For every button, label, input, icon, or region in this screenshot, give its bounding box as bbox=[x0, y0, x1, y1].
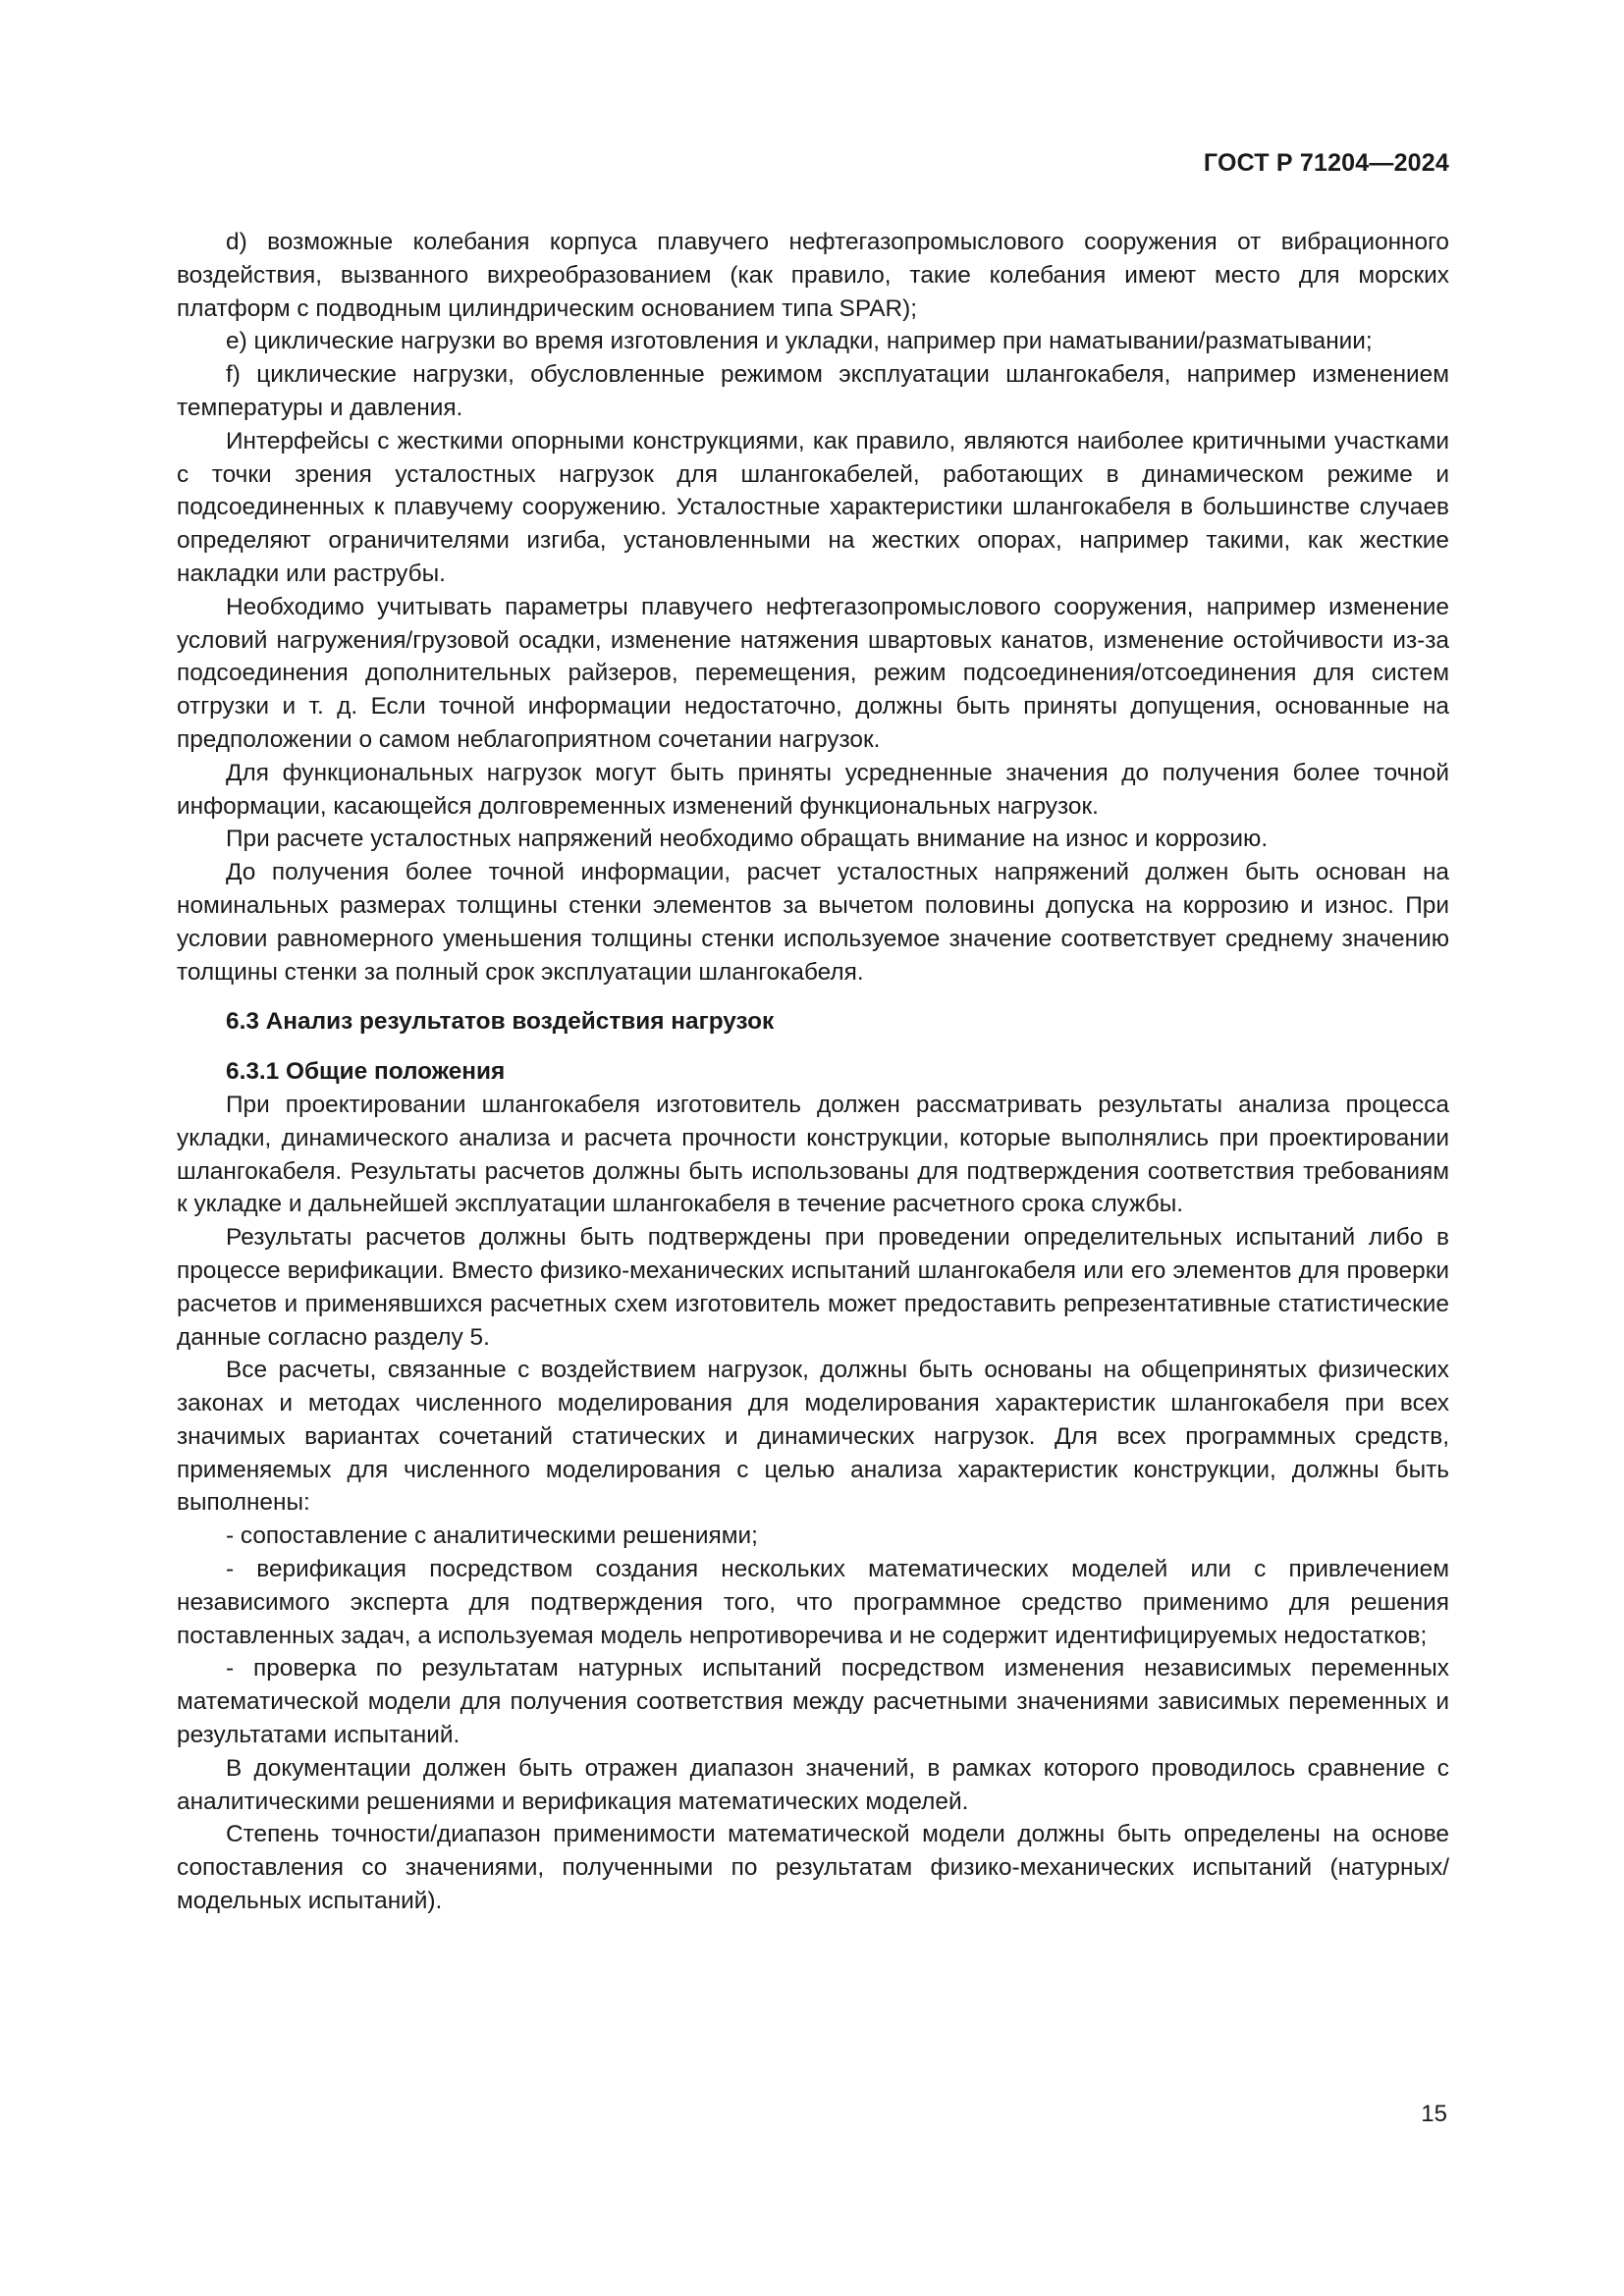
paragraph-verification: Результаты расчетов должны быть подтверждены при проведении определительных испытаний либо в процессе верификации. Вместо физико-механических испытаний шлангокабеля или его элементов для проверки расчетов и применявшихся расчетных схем изготовитель может предоставить репрезентативные статистические данные согласно разделу 5. bbox=[177, 1224, 1449, 1351]
paragraph-interfaces: Интерфейсы с жесткими опорными конструкциями, как правило, являются наиболее критичными участками с точки зрения усталостных нагрузок для шлангокабелей, работающих в динамическом режиме и подсоединенных к плавучему сооружению. Усталостные характеристики шлангокабеля в большинстве случаев определяют ограничителями изгиба, установленными на жестких опорах, например такими, как жесткие накладки или раструбы. bbox=[177, 427, 1449, 587]
paragraph-wall-thickness: До получения более точной информации, расчет усталостных напряжений должен быть основан на номинальных размерах толщины стенки элементов за вычетом половины допуска на коррозию и износ. При условии равномерного уменьшения толщины стенки используемое значение соответствует среднему значению толщины стенки за полный срок эксплуатации шлангокабеля. bbox=[177, 859, 1449, 986]
section-heading-6-3-1: 6.3.1 Общие положения bbox=[226, 1058, 506, 1086]
list-item-verification: - верификация посредством создания нескольких математических моделей или с привлечением независимого эксперта для подтверждения того, что программное средство применимо для решения поставленных задач, а используемая модель непротиворечива и не содержит идентифицируемых недостатков; bbox=[177, 1556, 1449, 1649]
paragraph-item-f: f) циклические нагрузки, обусловленные режимом эксплуатации шлангокабеля, например изменением температуры и давления. bbox=[177, 361, 1449, 421]
paragraph-functional-loads: Для функциональных нагрузок могут быть приняты усредненные значения до получения более точной информации, касающейся долговременных изменений функциональных нагрузок. bbox=[177, 759, 1449, 820]
paragraph-item-d: d) возможные колебания корпуса плавучего нефтегазопромыслового сооружения от вибрационного воздействия, вызванного вихреобразованием (как правило, такие колебания имеют место для морских платформ с подводным цилиндрическим основанием типа SPAR); bbox=[177, 229, 1449, 322]
paragraph-accuracy: Степень точности/диапазон применимости математической модели должны быть определены на основе сопоставления со значениями, полученными по результатам физико-механических испытаний (натурных/модельных испытаний). bbox=[177, 1821, 1449, 1915]
page-number: 15 bbox=[1421, 2101, 1447, 2127]
spacer bbox=[177, 1039, 1449, 1055]
paragraph-design-analysis: При проектировании шлангокабеля изготовитель должен рассматривать результаты анализа процесса укладки, динамического анализа и расчета прочности конструкции, которые выполнялись при проектировании шлангокабеля. Результаты расчетов должны быть использованы для подтверждения соответствия требованиям к укладке и дальнейшей эксплуатации шлангокабеля в течение расчетного срока службы. bbox=[177, 1091, 1449, 1218]
document-code-header: ГОСТ Р 71204—2024 bbox=[1203, 149, 1449, 177]
paragraph-documentation: В документации должен быть отражен диапазон значений, в рамках которого проводилось сравнение с аналитическими решениями и верификация математических моделей. bbox=[177, 1754, 1449, 1815]
document-body bbox=[177, 226, 1449, 1918]
list-item-field-tests: - проверка по результатам натурных испытаний посредством изменения независимых переменных математической модели для получения соответствия между расчетными значениями зависимых переменных и результатами испытаний. bbox=[177, 1655, 1449, 1749]
paragraph-calculations: Все расчеты, связанные с воздействием нагрузок, должны быть основаны на общепринятых физических законах и методах численного моделирования для моделирования характеристик шлангокабеля при всех значимых вариантах сочетаний статических и динамических нагрузок. Для всех программных средств, применяемых для численного моделирования с целью анализа характеристик конструкции, должны быть выполнены: bbox=[177, 1357, 1449, 1517]
paragraph-wear-corrosion: При расчете усталостных напряжений необходимо обращать внимание на износ и коррозию. bbox=[226, 826, 1269, 853]
list-item-analytical: - сопоставление с аналитическими решениями; bbox=[226, 1522, 758, 1550]
spacer bbox=[177, 988, 1449, 1005]
paragraph-floating-structure: Необходимо учитывать параметры плавучего нефтегазопромыслового сооружения, например изменение условий нагружения/грузовой осадки, изменение натяжения швартовых канатов, изменение остойчивости из-за подсоединения дополнительных райзеров, перемещения, режим подсоединения/отсоединения для систем отгрузки и т. д. Если точной информации недостаточно, должны быть приняты допущения, основанные на предположении о самом неблагоприятном сочетании нагрузок. bbox=[177, 593, 1449, 753]
paragraph-item-e: e) циклические нагрузки во время изготовления и укладки, например при наматывании/разматывании; bbox=[226, 328, 1373, 355]
section-heading-6-3: 6.3 Анализ результатов воздействия нагрузок bbox=[226, 1008, 775, 1036]
